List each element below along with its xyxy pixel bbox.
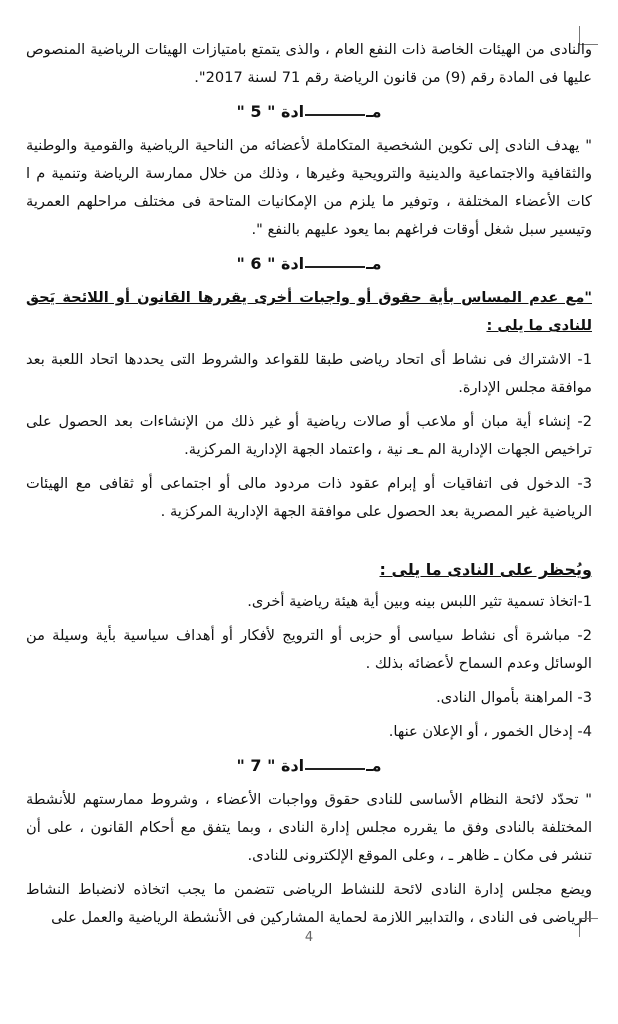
prohibited-item-1: 1-اتخاذ تسمية تثير اللبس بينه وبين أية هيئة رياضية أخرى. — [247, 593, 592, 610]
article-6-heading-number: ادة " 6 " — [236, 254, 305, 273]
article-6-item-3: 3- الدخول فى اتفاقيات أو إبرام عقود ذات مردود مالى أو اجتماعى أو ثقافى مع الهيئات الرياضية غير المصرية بعد الحصول على موافقة الجهة الإدارية المركزية . — [26, 475, 592, 520]
article-5-heading — [26, 98, 592, 126]
article-6-lead: "مع عدم المساس بأية حقوق أو واجبات أخرى يقررها القانون أو اللائحة يَحق للنادى ما يلى : — [26, 289, 592, 334]
heading-rule — [305, 768, 365, 770]
page-number: 4 — [304, 930, 314, 945]
prohibited-item-3: 3- المراهنة بأموال النادى. — [436, 689, 592, 706]
article-5-heading-number: ادة " 5 " — [236, 102, 305, 121]
prohibited-item-2: 2- مباشرة أى نشاط سياسى أو حزبى أو الترويج لأفكار أو أهداف سياسية بأية وسيلة من الوسائل وعدم السماح لأعضائه بذلك . — [26, 627, 592, 672]
intro-paragraph: والنادى من الهيئات الخاصة ذات النفع العام ، والذى يتمتع بامتيازات الهيئات الرياضية المنصوص عليها فى المادة رقم (9) من قانون الرياضة رقم 71 لسنة 2017". — [26, 41, 592, 86]
prohibited-title: ويُحظر على النادى ما يلى : — [379, 560, 592, 579]
article-7-heading — [26, 752, 592, 780]
page-corner-mark-bottom — [579, 918, 598, 937]
heading-rule — [305, 266, 365, 268]
page-content — [26, 36, 592, 938]
article-7-body-continued: ويضع مجلس إدارة النادى لائحة للنشاط الرياضى تتضمن ما يجب اتخاذه لانضباط النشاط الرياضى فى النادى ، والتدابير اللازمة لحماية المشاركين فى الأنشطة الرياضية والعمل على — [26, 881, 592, 926]
article-5-body: " يهدف النادى إلى تكوين الشخصية المتكاملة لأعضائه من الناحية الرياضية والقومية والوطنية والثقافية والاجتماعية والدينية والترويحية وغيرها ، وذلك من خلال ممارسة الرياضة وتنمية م ا كات الأعضاء المختلفة ، وتوفير ما يلزم من الإمكانيات المتاحة فى مختلف مراحلهم العمرية وتيسير سبل شغل أوقات فراغهم بما يعود عليهم بالنفع ". — [26, 137, 592, 238]
article-7-body: " تحدّد لائحة النظام الأساسى للنادى حقوق وواجبات الأعضاء ، وشروط ممارستهم للأنشطة المختلفة بالنادى وفق ما يقرره مجلس إدارة النادى ، وبما يتفق مع أحكام القانون ، على أن تنشر فى مكان ـ ظاهر ـ ، وعلى الموقع الإلكترونى للنادى. — [26, 791, 592, 864]
heading-rule — [305, 114, 365, 116]
article-6-item-2: 2- إنشاء أية مبان أو ملاعب أو صالات رياضية أو غير ذلك من الإنشاءات بعد الحصول على تراخيص الجهات الإدارية الم ـعـ نية ، واعتماد الجهة الإدارية المركزية. — [26, 413, 592, 458]
article-6-item-1: 1- الاشتراك فى نشاط أى اتحاد رياضى طبقا للقواعد والشروط التى يحددها اتحاد اللعبة بعد موافقة مجلس الإدارة. — [26, 351, 592, 396]
article-7-heading-start: مـ — [366, 756, 382, 775]
article-7-heading-number: ادة " 7 " — [236, 756, 305, 775]
article-6-heading — [26, 250, 592, 278]
prohibited-item-4: 4- إدخال الخمور ، أو الإعلان عنها. — [388, 723, 592, 740]
article-6-heading-start: مـ — [366, 254, 382, 273]
article-5-heading-start: مـ — [366, 102, 382, 121]
